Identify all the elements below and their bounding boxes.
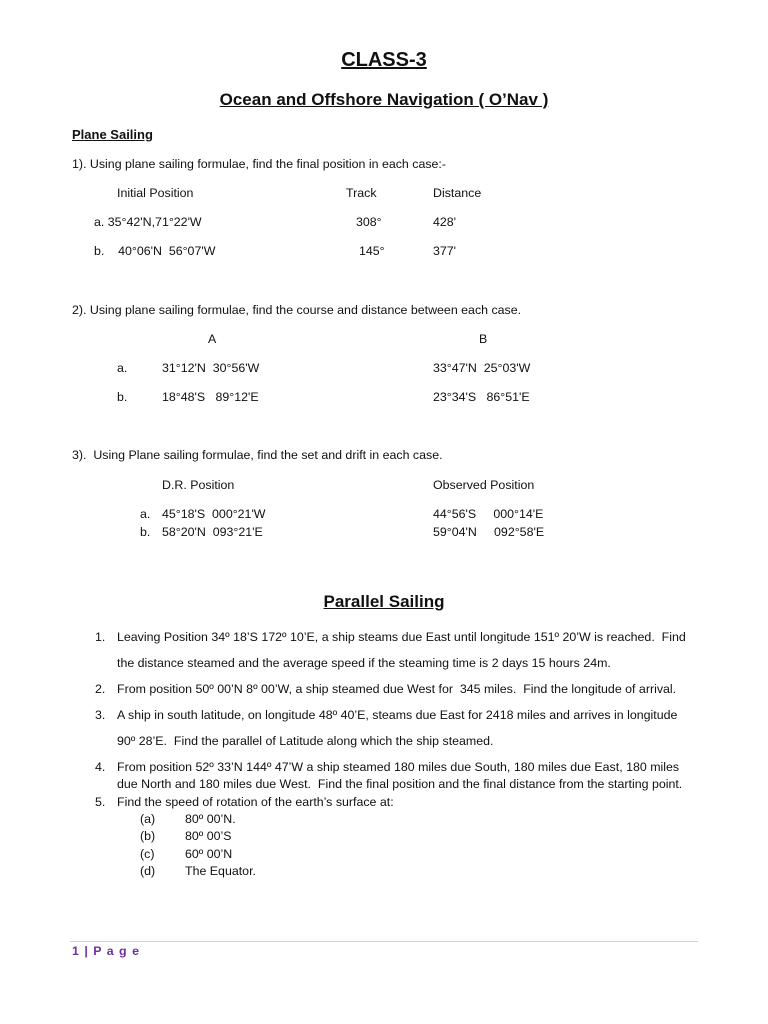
q1-header-track: Track <box>346 186 377 200</box>
subitem-b-label: (b) <box>140 829 156 843</box>
q2-row-a-point-b: 33°47'N 25°03'W <box>433 361 531 375</box>
question-1-text: 1). Using plane sailing formulae, find the final position in each case:- <box>72 157 446 171</box>
item-4-line-1: From position 52º 33’N 144º 47’W a ship steamed 180 miles due South, 180 miles due East, 180 miles <box>117 760 680 774</box>
q1-row-a-position: a. 35°42'N,71°22'W <box>94 215 202 229</box>
course-title: Ocean and Offshore Navigation ( O’Nav ) <box>219 90 549 109</box>
q1-row-a-distance: 428' <box>433 215 457 229</box>
item-5-line-1: Find the speed of rotation of the earth’s surface at: <box>117 795 394 809</box>
q1-header-initial-position: Initial Position <box>117 186 194 200</box>
q2-header-a: A <box>208 332 217 346</box>
subitem-c-label: (c) <box>140 847 155 861</box>
item-3-number: 3. <box>95 708 106 722</box>
item-5-number: 5. <box>95 795 106 809</box>
subitem-d-label: (d) <box>140 864 156 878</box>
page-number: 1 | P a g e <box>72 944 140 958</box>
q2-row-b-point-b: 23°34'S 86°51'E <box>433 390 530 404</box>
q2-header-b: B <box>479 332 488 346</box>
item-4-line-2: due North and 180 miles due West. Find the final position and the final distance from the starting point. <box>117 777 683 791</box>
q3-row-b-label: b. <box>140 525 151 539</box>
q3-header-observed-position: Observed Position <box>433 478 535 492</box>
subitem-c-text: 60º 00’N <box>185 847 233 861</box>
question-3-text: 3). Using Plane sailing formulae, find the set and drift in each case. <box>72 448 443 462</box>
q2-row-b-label: b. <box>117 390 128 404</box>
q3-row-b-dr: 58°20'N 093°21'E <box>162 525 263 539</box>
item-4-number: 4. <box>95 760 106 774</box>
q3-row-a-dr: 45°18'S 000°21'W <box>162 507 266 521</box>
question-2-text: 2). Using plane sailing formulae, find the course and distance between each case. <box>72 303 522 317</box>
q3-row-a-label: a. <box>140 507 151 521</box>
q3-row-b-observed: 59°04'N 092°58'E <box>433 525 545 539</box>
q1-row-b-distance: 377' <box>433 244 457 258</box>
item-2-number: 2. <box>95 682 106 696</box>
q2-row-b-point-a: 18°48'S 89°12'E <box>162 390 259 404</box>
page-title: CLASS-3 <box>341 49 427 71</box>
subitem-b-text: 80º 00’S <box>185 829 232 843</box>
item-3-line-2: 90º 28’E. Find the parallel of Latitude along which the ship steamed. <box>117 734 494 748</box>
q2-row-a-label: a. <box>117 361 128 375</box>
q1-row-b-track: 145° <box>359 244 385 258</box>
q3-header-dr-position: D.R. Position <box>162 478 235 492</box>
item-2-line-1: From position 50º 00’N 8º 00’W, a ship steamed due West for 345 miles. Find the longitude of arrival. <box>117 682 677 696</box>
q1-header-distance: Distance <box>433 186 482 200</box>
q3-row-a-observed: 44°56'S 000°14'E <box>433 507 544 521</box>
q1-row-a-track: 308° <box>356 215 382 229</box>
parallel-sailing-heading: Parallel Sailing <box>323 592 445 611</box>
footer-divider <box>70 941 698 942</box>
subitem-a-text: 80º 00’N. <box>185 812 236 826</box>
subitem-a-label: (a) <box>140 812 156 826</box>
item-1-line-2: the distance steamed and the average speed if the steaming time is 2 days 15 hours 24m. <box>117 656 611 670</box>
plane-sailing-heading: Plane Sailing <box>72 127 153 142</box>
item-3-line-1: A ship in south latitude, on longitude 48º 40’E, steams due East for 2418 miles and arrives in longitude <box>117 708 678 722</box>
q1-row-b-position: b. 40°06'N 56°07'W <box>94 244 216 258</box>
item-1-line-1: Leaving Position 34º 18’S 172º 10’E, a ship steams due East until longitude 151º 20’W is reached. Find <box>117 630 686 644</box>
q2-row-a-point-a: 31°12'N 30°56'W <box>162 361 260 375</box>
subitem-d-text: The Equator. <box>185 864 256 878</box>
item-1-number: 1. <box>95 630 106 644</box>
